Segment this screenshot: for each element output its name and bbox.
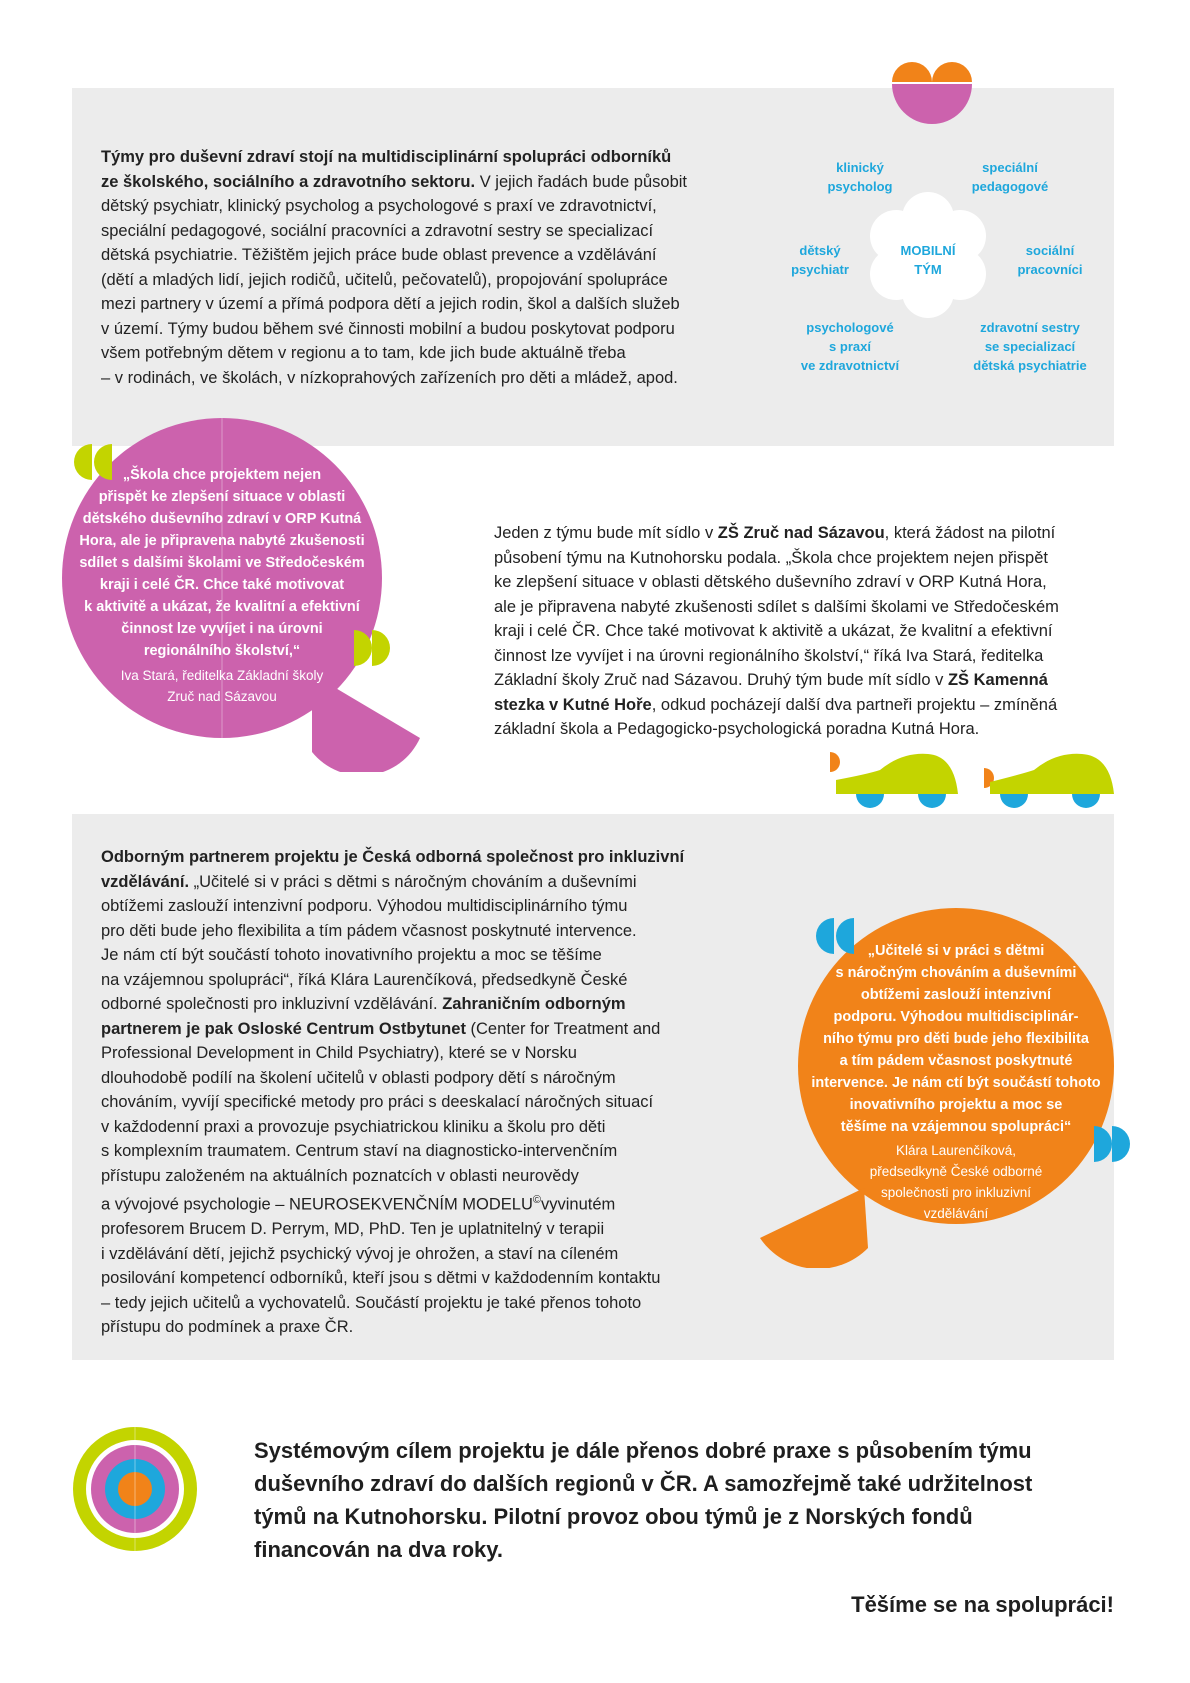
quote2-author: Klára Laurenčíková, předsedkyně České odborné společnosti pro inkluzivní vzdělávání	[869, 1143, 1043, 1221]
diagram-detsky-psychiatr: dětský psychiatr	[791, 243, 849, 277]
diagram-specialni-pedagogove: speciální pedagogové	[971, 160, 1049, 194]
quote1-text: „Škola chce projektem nejen přispět ke zlepšení situace v oblasti dětského duševního zdraví v ORP Kutná Hora, ale je připravena nabyté zkušenosti sdílet s dalšími školami ve Středočeském kraji i celé ČR. Chce také motivovat k aktivitě a ukázat, že kvalitní a efektivní činnost lze vyvíjet i na úrovni regionálního školství,“	[79, 467, 365, 659]
diagram-socialni-pracovnici: sociální pracovníci	[1017, 243, 1083, 277]
diagram-klinicky-psycholog: klinický psycholog	[827, 160, 893, 194]
quote2-text: „Učitelé si v práci s dětmi s náročným chováním a duševními obtížemi zaslouží intenzivní podporu. Výhodou multidisciplinár- ního týmu pro děti bude jeho flexibilita a tím pádem včasnost poskytnuté intervence. Je nám ctí být součástí tohoto inovativního projektu a moc se těšíme na vzájemnou spolupráci“	[811, 943, 1101, 1135]
closing-line: Těšíme se na spolupráci!	[851, 1592, 1114, 1617]
diagram-psychologove: psychologové s praxí ve zdravotnictví	[800, 320, 900, 373]
diagram-zdravotni-sestry: zdravotní sestry se specializací dětská psychiatrie	[973, 320, 1087, 373]
intro-text: Týmy pro duševní zdraví stojí na multidisciplinární spolupráci odborníků ze školského, sociálního a zdravotního sektoru. V jejich řadách bude působit dětský psychiatr, klinický psycholog a psychologové s praxí ve zdravotnictví, speciální pedagogové, sociální pracovníci a zdravotní sestry se specializací dětská psychiatrie. Těžištěm jejich práce bude oblast prevence a vzdělávání (dětí a mladých lidí, jejich rodičů, učitelů, pečovatelů), propojování spolupráce mezi partnery v území a přímá podpora dětí a jejich rodin, škol a dalších služeb v území. Týmy budou během své činnosti mobilní a budou poskytovat podporu všem potřebným dětem v regionu a to tam, kde jich bude aktuálně třeba – v rodinách, ve školách, v nízkoprahových zařízeních pro děti a mládež, apod.	[101, 148, 687, 387]
target-icon	[72, 1426, 198, 1552]
school-text: Jeden z týmu bude mít sídlo v ZŠ Zruč nad Sázavou, která žádost na pilotní působení týmu na Kutnohorsku podala. „Škola chce projektem nejen přispět ke zlepšení situace v oblasti dětského duševního zdraví v ORP Kutná Hora, ale je připravena nabyté zkušenosti sdílet s dalšími školami ve Středočeském kraji i celé ČR. Chce také motivovat k aktivitě a ukázat, že kvalitní a efektivní činnost lze vyvíjet i na úrovni regionálního školství,“ říká Iva Stará, ředitelka Základní školy Zruč nad Sázavou. Druhý tým bude mít sídlo v ZŠ Kamenná stezka v Kutné Hoře, odkud pocházejí další dva partneři projektu – zmíněná základní škola a Pedagogicko-psychologická poradna Kutná Hora.	[494, 524, 1059, 738]
quote1-author: Iva Stará, ředitelka Základní školy Zruč nad Sázavou	[120, 668, 324, 704]
heart-decoration-icon	[890, 62, 974, 126]
partners-text: Odborným partnerem projektu je Česká odborná společnost pro inkluzivní vzdělávání. „Učitelé si v práci s dětmi s náročným chováním a duševními obtížemi zaslouží intenzivní podporu. Výhodou multidisciplinárního týmu pro děti bude jeho flexibilita a tím pádem včasnost poskytnuté intervence. Je nám ctí být součástí tohoto inovativního projektu a moc se těšíme na vzájemnou spolupráci“, říká Klára Laurenčíková, předsedkyně České odborné společnosti pro inkluzivní vzdělávání. Zahraničním odborným partnerem je pak Osloské Centrum Ostbytunet (Center for Treatment and Professional Development in Child Psychiatry), které se v Norsku dlouhodobě podílí na školení učitelů v oblasti podpory dětí s náročným chováním, vyvíjí specifické metody pro práci s deeskalací náročných situací v každodenní praxi a provozuje psychiatrickou kliniku a školu pro děti s komplexním traumatem. Centrum staví na diagnosticko-intervenčním přístupu založeném na aktuálních poznatcích v oblasti neurovědy a vývojové psychologie – NEUROSEKVENČNÍM MODELU©vyvinutém profesorem Brucem D. Perrym, MD, PhD. Ten je uplatnitelný v terapii i vzdělávání dětí, jejichž psychický vývoj je ohrožen, a staví na cíleném posilování kompetencí odborníků, kteří jsou s dětmi v každodenním kontaktu – tedy jejich učitelů a vychovatelů. Součástí projektu je také přenos tohoto přístupu do podmínek a praxe ČR.	[101, 848, 685, 1336]
bottom-statement: Systémovým cílem projektu je dále přenos dobré praxe s působením týmu duševního zdraví do dalších regionů v ČR. A samozřejmě také udržitelnost týmů na Kutnohorsku. Pilotní provoz obou týmů je z Norských fondů financován na dva roky.	[254, 1438, 1033, 1562]
car-decoration-icon	[828, 752, 1128, 814]
diagram-center: MOBILNÍ TÝM	[900, 243, 956, 277]
